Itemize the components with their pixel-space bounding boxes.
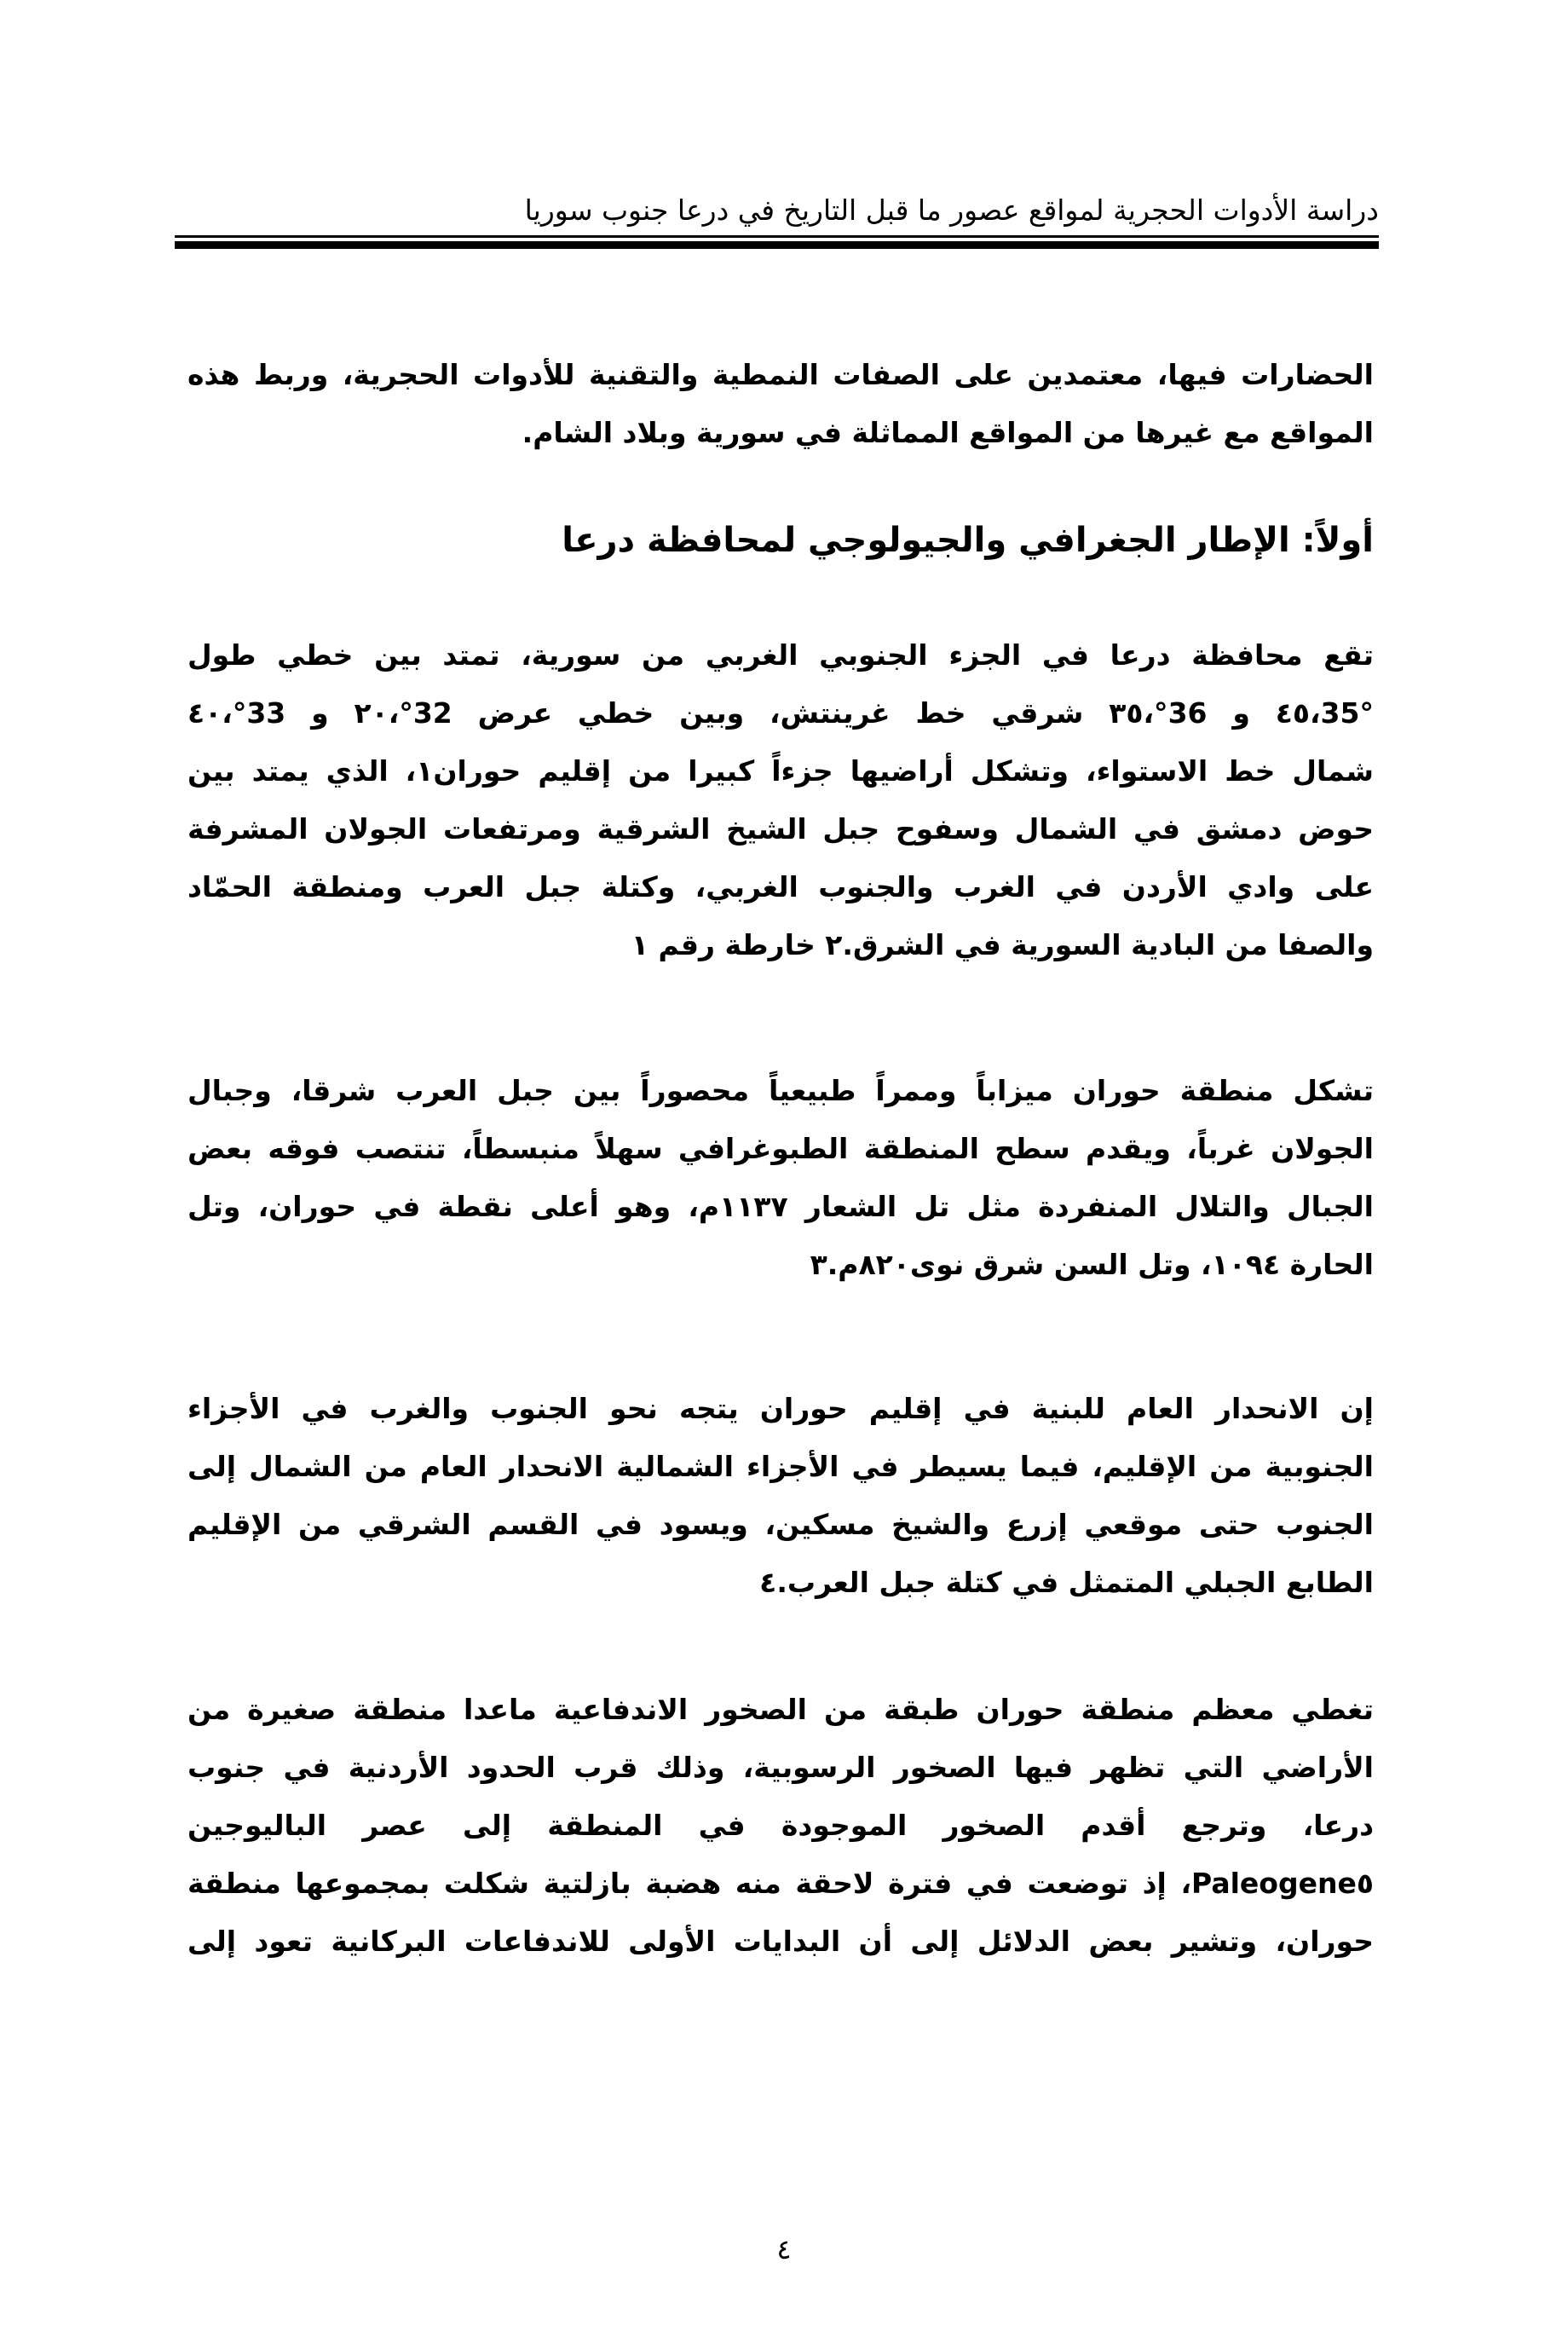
text-line: درعا، وترجع أقدم الصخور الموجودة في المنطقة إلى عصر الباليوجين <box>187 1809 1374 1842</box>
text-line: 35°،٤٥ و 36°،٣٥ شرقي خط غرينتش، وبين خطي عرض 32°،٢٠ و 33°،٤٠ <box>187 696 1374 730</box>
text-line: الحارة ١٠٩٤، وتل السن شرق نوى٨٢٠م.٣ <box>810 1248 1374 1281</box>
paragraph-2 <box>187 1062 1374 1294</box>
text-line: تشكل منطقة حوران ميزاباً وممراً طبيعياً محصوراً بين جبل العرب شرقا، وجبال <box>187 1074 1374 1107</box>
text-line: على وادي الأردن في الغرب والجنوب الغربي، وكتلة جبل العرب ومنطقة الحمّاد <box>187 870 1374 903</box>
text-line: الجولان غرباً، ويقدم سطح المنطقة الطبوغرافي سهلاً منبسطاً، تنتصب فوقه بعض <box>187 1132 1374 1165</box>
text-line: المواقع مع غيرها من المواقع المماثلة في سورية وبلاد الشام. <box>522 416 1374 449</box>
text-line: الجنوب حتى موقعي إزرع والشيخ مسكين، ويسود في القسم الشرقي من الإقليم <box>187 1508 1374 1541</box>
running-header: دراسة الأدوات الحجرية لمواقع عصور ما قبل التاريخ في درعا جنوب سوريا <box>524 193 1379 227</box>
page-number: ٤ <box>776 2233 792 2266</box>
text-line: الحضارات فيها، معتمدين على الصفات النمطية والتقنية للأدوات الحجرية، وربط هذه <box>187 358 1374 391</box>
text-line: إن الانحدار العام للبنية في إقليم حوران يتجه نحو الجنوب والغرب في الأجزاء <box>187 1392 1374 1425</box>
text-line: شمال خط الاستواء، وتشكل أراضيها جزءاً كبيرا من إقليم حوران١، الذي يمتد بين <box>187 754 1374 788</box>
paragraph-1 <box>187 626 1374 974</box>
text-line: الأراضي التي تظهر فيها الصخور الرسوبية، وذلك قرب الحدود الأردنية في جنوب <box>187 1751 1374 1784</box>
text-line: الجبال والتلال المنفردة مثل تل الشعار ١١٣٧م، وهو أعلى نقطة في حوران، وتل <box>187 1190 1374 1223</box>
header-rule-thick <box>175 241 1379 249</box>
text-line: Paleogene٥، إذ توضعت في فترة لاحقة منه هضبة بازلتية شكلت بمجموعها منطقة <box>187 1867 1374 1900</box>
text-line: الجنوبية من الإقليم، فيما يسيطر في الأجزاء الشمالية الانحدار العام من الشمال إلى <box>187 1450 1374 1483</box>
text-line: تقع محافظة درعا في الجزء الجنوبي الغربي من سورية، تمتد بين خطي طول <box>187 638 1374 672</box>
paragraph-3 <box>187 1380 1374 1612</box>
text-line: حوض دمشق في الشمال وسفوح جبل الشيخ الشرقية ومرتفعات الجولان المشرفة <box>187 812 1374 846</box>
section-heading: أولاً: الإطار الجغرافي والجيولوجي لمحافظة درعا <box>562 521 1374 560</box>
text-line: والصفا من البادية السورية في الشرق.٢ خارطة رقم ١ <box>631 928 1374 961</box>
intro-paragraph <box>187 346 1374 462</box>
paragraph-4 <box>187 1681 1374 1971</box>
header-rule-thin <box>175 235 1379 238</box>
text-line: الطابع الجبلي المتمثل في كتلة جبل العرب.٤ <box>759 1566 1374 1599</box>
text-line: حوران، وتشير بعض الدلائل إلى أن البدايات الأولى للاندفاعات البركانية تعود إلى <box>187 1925 1374 1958</box>
text-line: تغطي معظم منطقة حوران طبقة من الصخور الاندفاعية ماعدا منطقة صغيرة من <box>187 1693 1374 1726</box>
